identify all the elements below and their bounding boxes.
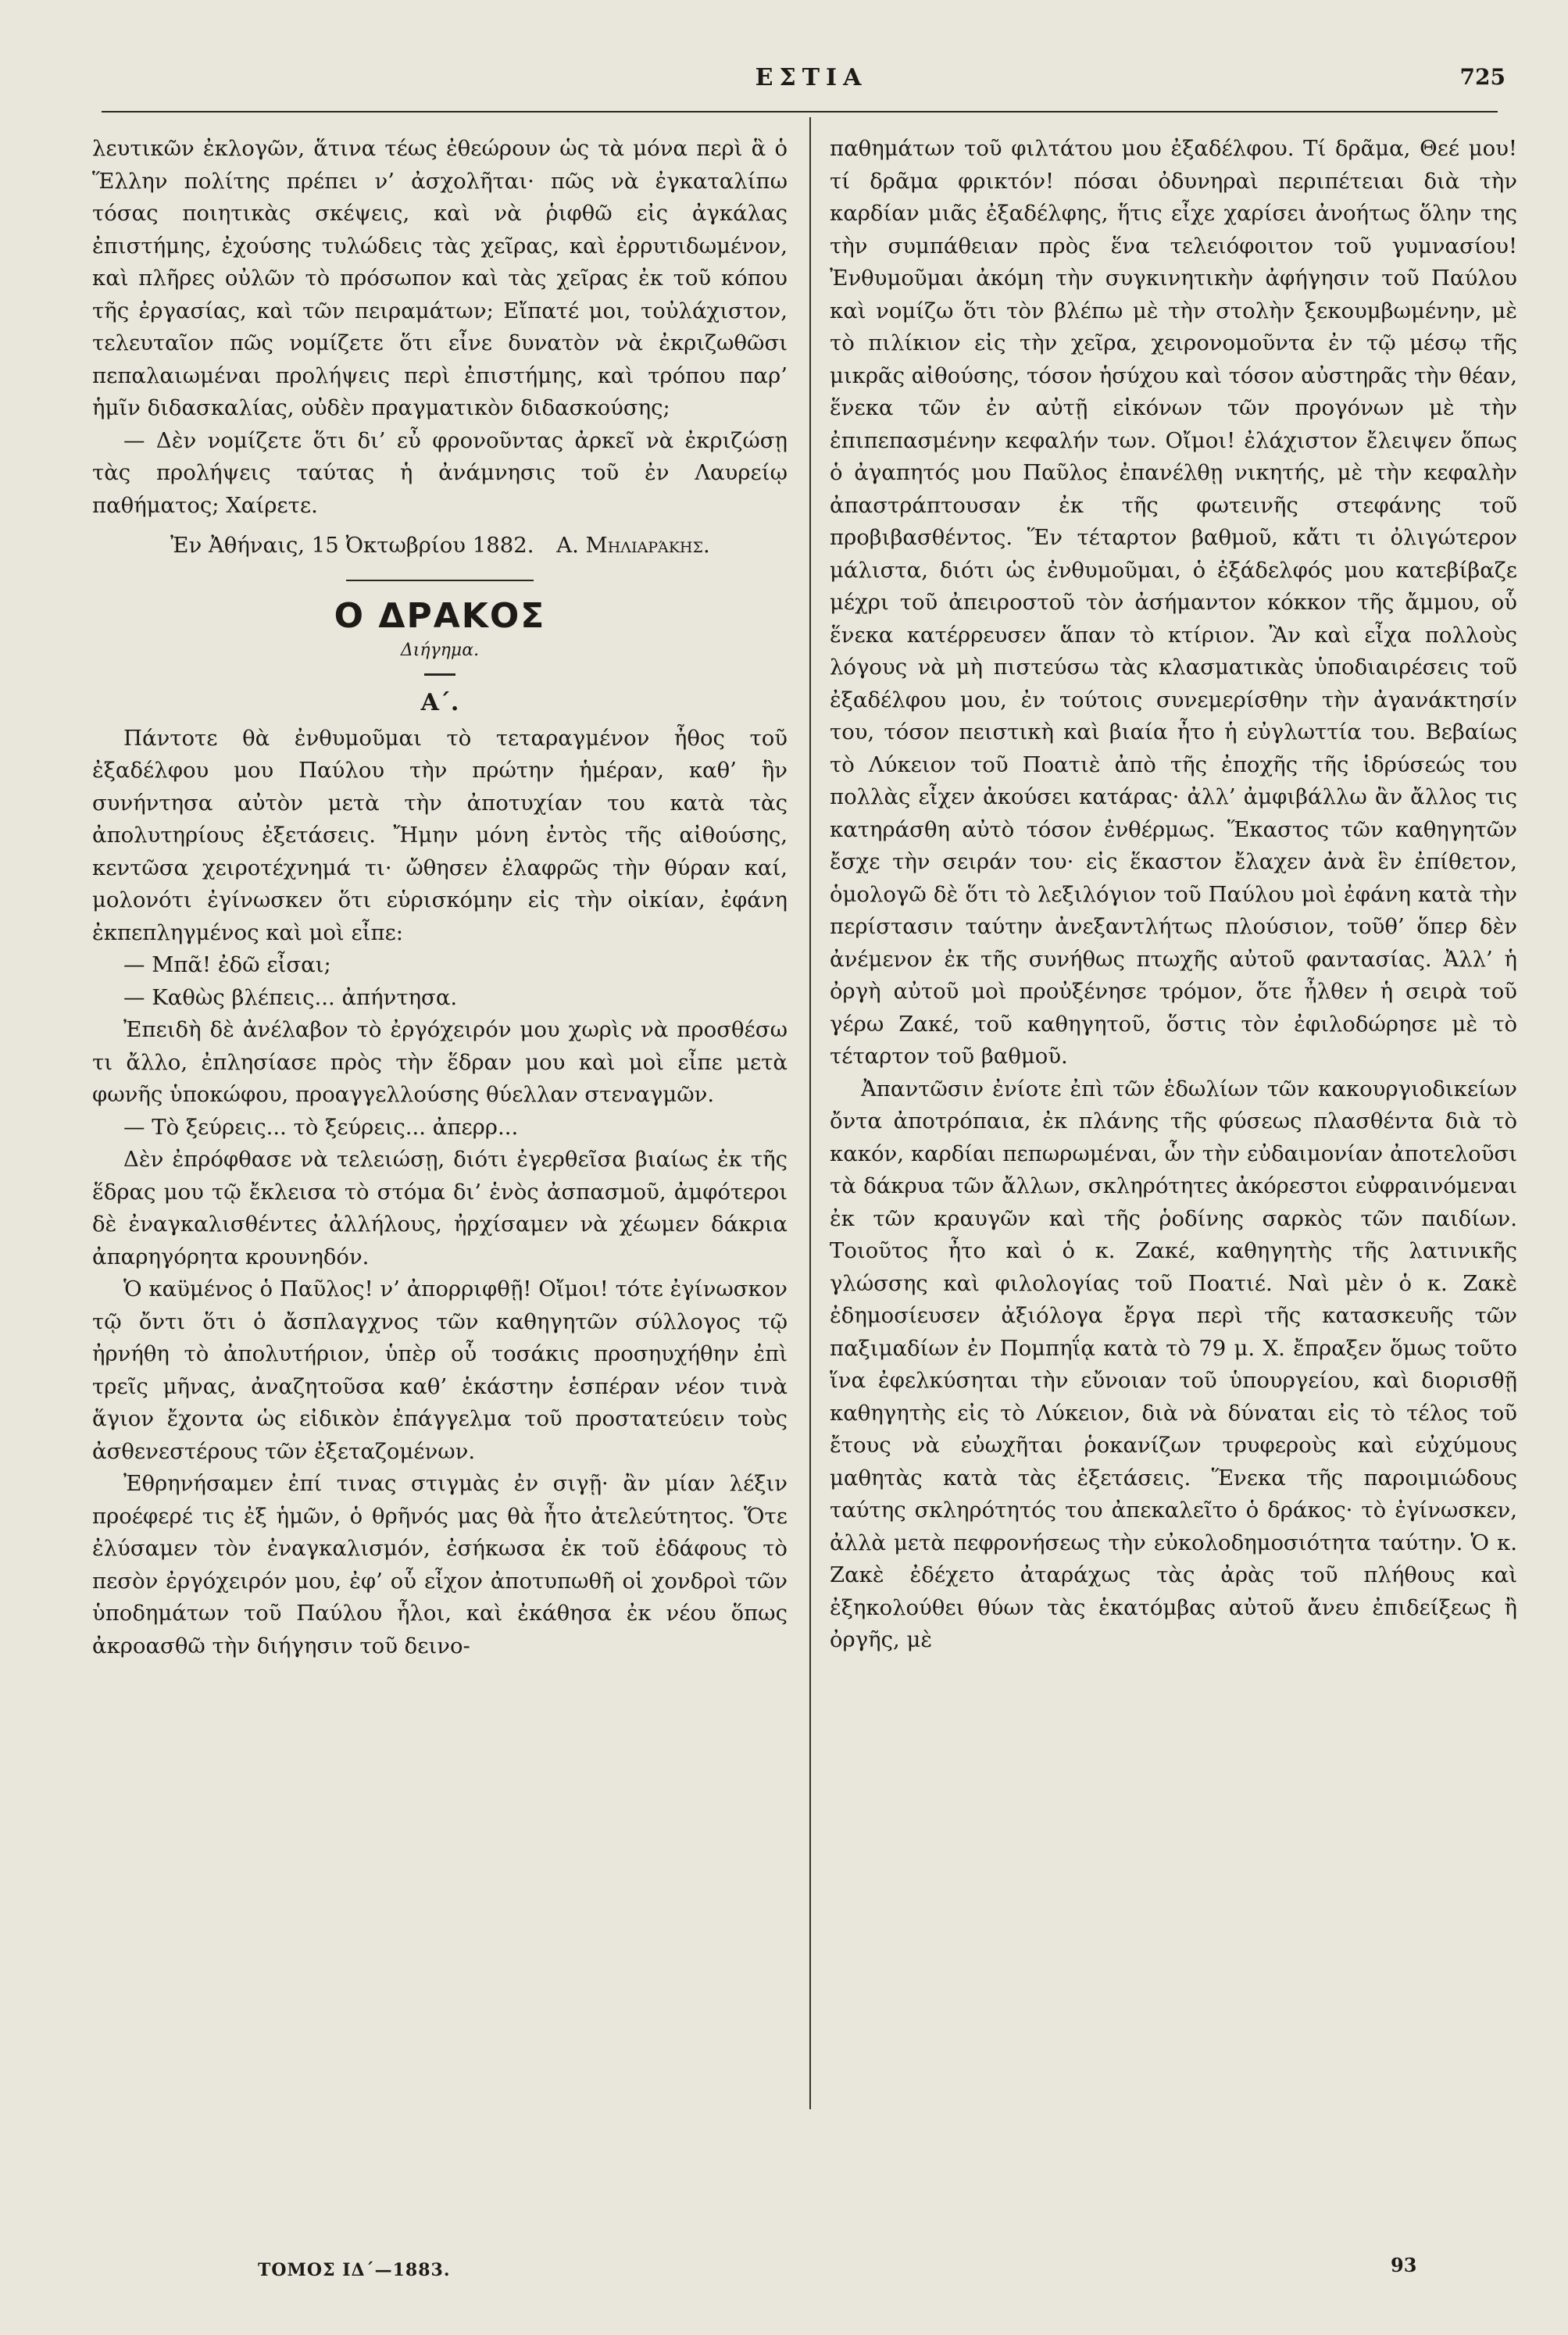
dateline-line [92, 530, 788, 562]
intro-paragraph: λευτικῶν ἐκλογῶν, ἅτινα τέως ἐθεώρουν ὡς τὰ μόνα περὶ ἃ ὁ Ἕλλην πολίτης πρέπει ν’ ἀσχολῆται· πῶς νὰ ἐγκαταλίπω τόσας ποιητικὰς σκέψεις, καὶ νὰ ῥιφθῶ εἰς ἀγκάλας ἐπιστήμης, ἐχούσης τυλώδεις τὰς χεῖρας, καὶ ἐρρυτιδωμένον, καὶ πλῆρες οὐλῶν τὸ πρόσωπον καὶ τὰς χεῖρας ἐκ τοῦ κόπου τῆς ἐργασίας, καὶ τῶν πειραμάτων; Εἴπατέ μοι, τοὐλάχιστον, τελευταῖον πῶς νομίζετε ὅτι εἶνε δυνατὸν νὰ ἐκριζωθῶσι πεπαλαιωμέναι προλήψεις περὶ ἐπιστήμης, καὶ τρόπου παρ’ ἡμῖν διδασκαλίας, οὐδὲν πραγματικὸν διδασκούσης; [92, 136, 788, 420]
signature-mark: 93 [1391, 2254, 1417, 2276]
story-title: Ο ΔΡΑΚΟΣ [334, 595, 546, 636]
header-rule [102, 111, 1498, 112]
intro-paragraph: — Δὲν νομίζετε ὅτι δι’ εὖ φρονοῦντας ἀρκεῖ νὰ ἐκριζώσῃ τὰς προλήψεις ταύτας ἡ ἀνάμνησις τοῦ ἐν Λαυρείῳ παθήματος; Χαίρετε. [92, 427, 788, 518]
journal-title: ΕΣΤΙΑ [755, 64, 868, 91]
column-divider [809, 117, 811, 2109]
left-column [92, 133, 788, 1662]
dateline: Ἐν Ἀθήναις, 15 Ὀκτωβρίου 1882. [170, 533, 534, 558]
dialogue-line: — Τὸ ξεύρεις... τὸ ξεύρεις... ἀπερρ... [123, 1114, 519, 1140]
story-paragraph: παθημάτων τοῦ φιλτάτου μου ἐξαδέλφου. Τί δρᾶμα, Θεέ μου! τί δρᾶμα φρικτόν! πόσαι ὀδυνηραὶ περιπέτειαι διὰ τὴν καρδίαν μιᾶς ἐξαδέλφης, ἥτις εἶχε χαρίσει ἀνοήτως ὅλην της τὴν συμπάθειαν πρὸς ἕνα τελειόφοιτον τοῦ γυμνασίου! Ἐνθυμοῦμαι ἀκόμη τὴν συγκινητικὴν ἀφήγησιν τοῦ Παύλου καὶ νομίζω ὅτι τὸν βλέπω μὲ τὴν στολὴν ξεκουμβωμένην, μὲ τὸ πιλίκιον εἰς τὴν χεῖρα, χειρονομοῦντα ἐν τῷ μέσῳ τῆς μικρᾶς αἰθούσης, τόσον ἡσύχου καὶ τόσον αὐστηρᾶς τὴν θέαν, ἕνεκα τῶν ἐν αὐτῇ εἰκόνων τῶν προγόνων μὲ τὴν ἐπιπεπασμένην κεφαλήν των. Οἴμοι! ἐλάχιστον ἔλειψεν ὅπως ὁ ἀγαπητός μου Παῦλος ἐπανέλθῃ νικητής, μὲ τὴν κεφαλὴν ἀπαστράπτουσαν ἐκ τῆς φωτεινῆς στεφάνης τοῦ προβιβασθέντος. Ἕν τέταρτον βαθμοῦ, κἄτι τι ὀλιγώτερον μάλιστα, διότι ὡς ἐνθυμοῦμαι, ὁ ἐξάδελφός μου κατεβίβαζε μέχρι τοῦ ἀπειροστοῦ τὸν ἀσήμαντον κόκκον τῆς ἄμμου, οὗ ἕνεκα κατέρρευσεν ἅπαν τὸ κτίριον. Ἂν καὶ εἶχα πολλοὺς λόγους νὰ μὴ πιστεύσω τὰς κλασματικὰς ὑποδιαιρέσεις τοῦ ἐξαδέλφου μου, ἐν τούτοις συνεμερίσθην τὴν ἀγανάκτησίν του, τόσον πειστικὴ καὶ βιαία ἦτο ἡ εὐγλωττία του. Βεβαίως τὸ Λύκειον τοῦ Ποατιὲ ἀπὸ τῆς ἐποχῆς τῆς ἱδρύσεώς του πολλὰς εἶχεν ἀκούσει κατάρας· ἀλλ’ ἀμφιβάλλω ἂν ἄλλος τις κατηράσθη αὐτὸ τόσον ἐνθέρμως. Ἕκαστος τῶν καθηγητῶν ἔσχε τὴν σειράν του· εἰς ἕκαστον ἔλαχεν ἀνὰ ἓν ἐπίθετον, ὁμολογῶ δὲ ὅτι τὸ λεξιλόγιον τοῦ Παύλου μοὶ ἐφάνη κατὰ τὴν περίστασιν ταύτην ἀνεξαντλήτως πλούσιον, τοῦθ’ ὅπερ δὲν ἀνέμενον ἐκ τῆς συνήθως πτωχῆς αὐτοῦ φαντασίας. Ἀλλ’ ἡ ὀργὴ αὐτοῦ μοὶ προὐξένησε τρόμον, ὅτε ἦλθεν ἡ σειρὰ τοῦ γέρω Ζακέ, τοῦ καθηγητοῦ, ὅστις τὸν ἐφιλοδώρησε μὲ τὸ τέταρτον τοῦ βαθμοῦ. [830, 136, 1517, 1069]
section-rule [346, 580, 534, 581]
page-header [117, 64, 1505, 103]
dialogue-line: — Μπᾶ! ἐδῶ εἶσαι; [123, 952, 331, 977]
story-subtitle: Διήγημα. [400, 640, 480, 660]
right-column [830, 133, 1517, 1657]
author-signature: Α. Μηλιαράκης. [556, 533, 710, 558]
page-number: 725 [1459, 64, 1505, 90]
story-paragraph: Δὲν ἐπρόφθασε νὰ τελειώσῃ, διότι ἐγερθεῖσα βιαίως ἐκ τῆς ἕδρας μου τῷ ἔκλεισα τὸ στόμα δι’ ἑνὸς ἀσπασμοῦ, ἀμφότεροι δὲ ἐναγκαλισθέντες ἀλλήλους, ἠρχίσαμεν νὰ χέωμεν δάκρια ἀπαρηγόρητα κρουνηδόν. [92, 1147, 788, 1269]
dialogue-line: — Καθὼς βλέπεις... ἀπήντησα. [123, 984, 458, 1010]
section-marker: Α΄. [420, 688, 459, 716]
story-paragraph: Ἐθρηνήσαμεν ἐπί τινας στιγμὰς ἐν σιγῇ· ἂν μίαν λέξιν προέφερέ τις ἐξ ἡμῶν, ὁ θρῆνός μας θὰ ἦτο ἀτελεύτητος. Ὅτε ἐλύσαμεν τὸν ἐναγκαλισμόν, ἐσήκωσα ἐκ τοῦ ἐδάφους τὸ πεσὸν ἐργόχειρόν μου, ἐφ’ οὗ εἶχον ἀποτυπωθῆ οἱ χονδροὶ τῶν ὑποδημάτων τοῦ Παύλου ἧλοι, καὶ ἐκάθησα ἐκ νέου ὅπως ἀκροασθῶ τὴν διήγησιν τοῦ δεινο- [92, 1471, 788, 1658]
title-rule [424, 673, 455, 676]
story-paragraph: Ὁ καϋμένος ὁ Παῦλος! ν’ ἀπορριφθῇ! Οἴμοι! τότε ἐγίνωσκον τῷ ὄντι ὅτι ὁ ἄσπλαγχνος τῶν καθηγητῶν σύλλογος τῷ ἠρνήθη τὸ ἀπολυτήριον, ὑπὲρ οὗ τοσάκις προσηυχήθην ἐπὶ τρεῖς μῆνας, ἀναζητοῦσα καθ’ ἑκάστην ἑσπέραν νέον τινὰ ἅγιον ἔχοντα ὡς εἰδικὸν ἐπάγγελμα τοῦ προστατεύειν τοὺς ἀσθενεστέρους τῶν ἐξεταζομένων. [92, 1276, 788, 1464]
story-paragraph: Ἐπειδὴ δὲ ἀνέλαβον τὸ ἐργόχειρόν μου χωρὶς νὰ προσθέσω τι ἄλλο, ἐπλησίασε πρὸς τὴν ἕδραν μου καὶ μοὶ εἶπε μετὰ φωνῆς ὑποκώφου, προαγγελλούσης θύελλαν στεναγμῶν. [92, 1017, 788, 1107]
story-paragraph: Πάντοτε θὰ ἐνθυμοῦμαι τὸ τεταραγμένον ἦθος τοῦ ἐξαδέλφου μου Παύλου τὴν πρώτην ἡμέραν, καθ’ ἣν συνήντησα αὐτὸν μετὰ τὴν ἀποτυχίαν του κατὰ τὰς ἀπολυτηρίους ἐξετάσεις. Ἤμην μόνη ἐντὸς τῆς αἰθούσης, κεντῶσα χειροτέχνημά τι· ὤθησεν ἐλαφρῶς τὴν θύραν καί, μολονότι ἐγίνωσκεν ὅτι εὑρισκόμην εἰς τὴν οἰκίαν, ἐφάνη ἐκπεπληγμένος καὶ μοὶ εἶπε: [92, 725, 788, 945]
volume-footer: ΤΟΜΟΣ ΙΔ΄—1883. [258, 2260, 451, 2280]
story-paragraph: Ἀπαντῶσιν ἐνίοτε ἐπὶ τῶν ἑδωλίων τῶν κακουργιοδικείων ὄντα ἀποτρόπαια, ἐκ πλάνης τῆς φύσεως πλασθέντα διὰ τὸ κακόν, καρδίαι πεπωρωμέναι, ὧν τὴν εὐδαιμονίαν ἀποτελοῦσι τὰ δάκρυα τῶν ἄλλων, σκληρότητες ἀκόρεστοι εὐφραινόμεναι ἐκ τῶν κραυγῶν καὶ τῆς ῥοδίνης σαρκὸς τῶν παιδίων. Τοιοῦτος ἦτο καὶ ὁ κ. Ζακέ, καθηγητὴς τῆς λατινικῆς γλώσσης καὶ φιλολογίας τοῦ Ποατιέ. Ναὶ μὲν ὁ κ. Ζακὲ ἐδημοσίευσεν ἀξιόλογα ἔργα περὶ τῆς κατασκευῆς τῶν παξιμαδίων ἐν Πομπηΐᾳ κατὰ τὸ 79 μ. Χ. ἔπραξεν ὅμως τοῦτο ἵνα ἐφελκύσηται τὴν εὔνοιαν τοῦ ὑπουργείου, καὶ διορισθῇ καθηγητὴς εἰς τὸ Λύκειον, διὰ νὰ δύναται εἰς τὸ τέλος τοῦ ἔτους νὰ εὐωχῆται ῥοκανίζων τρυφεροὺς καὶ εὐχύμους μαθητὰς κατὰ τὰς ἐξετάσεις. Ἕνεκα τῆς παροιμιώδους ταύτης σκληρότητός του ἀπεκαλεῖτο ὁ δράκος· τὸ ἐγίνωσκεν, ἀλλὰ μετὰ πεφρονήσεως τὴν εὐκολοδημοσιότητα ταύτην. Ὁ κ. Ζακὲ ἐδέχετο ἀταράχως τὰς ἀρὰς τοῦ πλήθους καὶ ἐξηκολούθει θύων τὰς ἑκατόμβας αὐτοῦ ἄνευ ἐπιδείξεως ἢ ὀργῆς, μὲ [830, 1076, 1517, 1652]
